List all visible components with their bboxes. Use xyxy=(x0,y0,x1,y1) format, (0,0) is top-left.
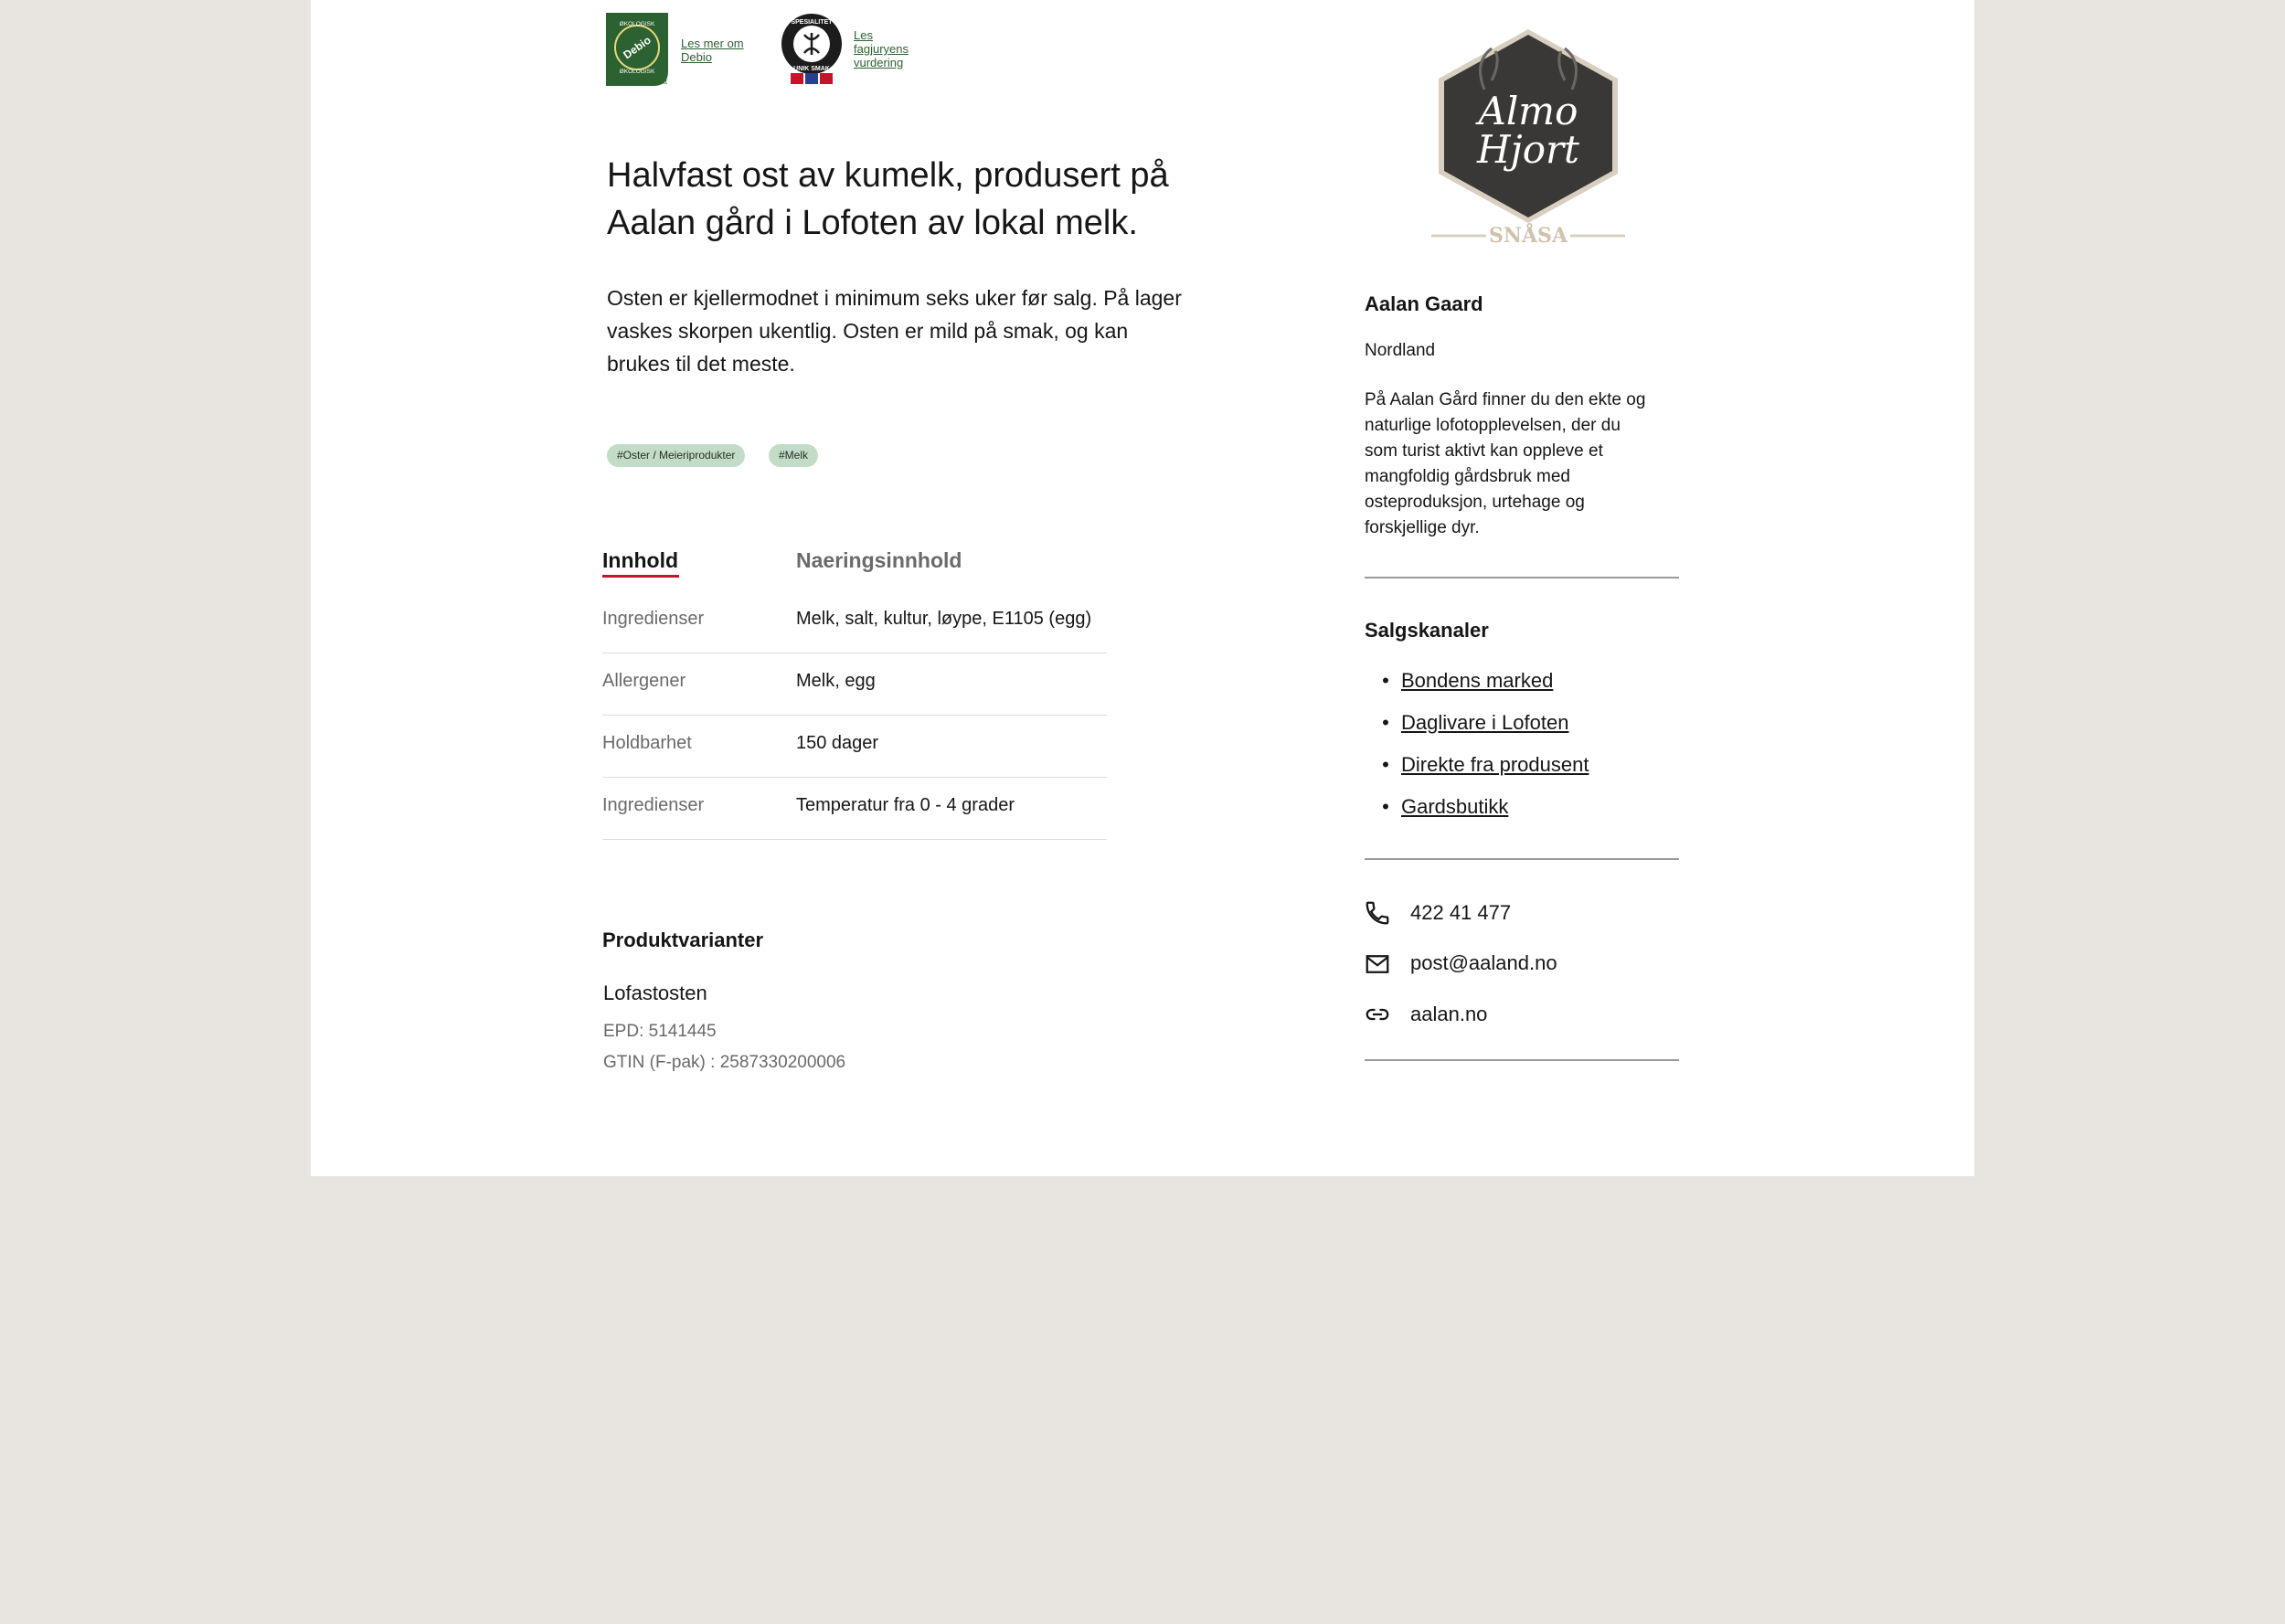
product-description xyxy=(607,281,1182,380)
list-item: • Direkte fra produsent xyxy=(1382,753,1589,776)
logo-place: SNÅSA xyxy=(1488,224,1568,248)
fagjury-link[interactable]: Les fagjuryens vurdering xyxy=(854,28,909,69)
active-tab-underline xyxy=(602,575,679,578)
row-key: Ingredienser xyxy=(602,609,705,629)
row-value: Temperatur fra 0 - 4 grader xyxy=(796,795,1015,815)
sales-channel-list xyxy=(1370,660,1589,828)
about-line: osteproduksjon, urtehage og xyxy=(1365,493,1585,512)
spesialitet-badge[interactable] xyxy=(780,13,844,86)
tag-melk[interactable]: #Melk xyxy=(769,444,818,467)
table-row xyxy=(602,777,1107,840)
table-row xyxy=(602,715,1107,778)
producer-logo xyxy=(1428,26,1629,252)
debio-name: Debio xyxy=(621,33,654,62)
variants-title: Produktvarianter xyxy=(602,929,764,951)
about-line: forskjellige dyr. xyxy=(1365,518,1480,537)
row-value: 150 dager xyxy=(796,733,879,753)
contact-phone[interactable]: 422 41 477 xyxy=(1410,901,1512,924)
phone-icon xyxy=(1364,899,1391,927)
channel-link-gardsbutikk[interactable]: Gardsbutikk xyxy=(1401,795,1509,818)
about-line: mangfoldig gårdsbruk med xyxy=(1365,467,1570,486)
description-line: Osten er kjellermodnet i minimum seks uker før salg. På lager xyxy=(607,286,1182,310)
debio-caption: ◂ Debio godkjent xyxy=(606,77,668,86)
row-value: Melk, salt, kultur, løype, E1105 (egg) xyxy=(796,609,1092,629)
channel-link-daglivare[interactable]: Daglivare i Lofoten xyxy=(1401,711,1569,734)
channel-link-direkte[interactable]: Direkte fra produsent xyxy=(1401,753,1589,776)
debio-info-link[interactable]: Les mer om Debio xyxy=(681,37,744,64)
almo-hjort-logo-icon xyxy=(1428,26,1629,252)
divider xyxy=(1365,858,1679,860)
content-table xyxy=(602,590,1107,839)
debio-ring-bottom: ØKOLOGISK xyxy=(619,69,655,75)
tab-naeringsinnhold[interactable]: Naeringsinnhold xyxy=(796,548,962,572)
contact-web[interactable]: aalan.no xyxy=(1410,1003,1488,1025)
contact-email[interactable]: post@aaland.no xyxy=(1410,951,1557,974)
spesialitet-ring-top: SPESIALITET xyxy=(791,19,833,26)
divider xyxy=(1365,1059,1679,1061)
producer-region: Nordland xyxy=(1365,341,1436,360)
variant-gtin: GTIN (F-pak) : 2587330200006 xyxy=(603,1053,846,1072)
description-line: vaskes skorpen ukentlig. Osten er mild på smak, og kan xyxy=(607,319,1129,343)
about-line: På Aalan Gård finner du den ekte og xyxy=(1365,390,1646,409)
variant-name: Lofastosten xyxy=(603,982,707,1004)
link-icon xyxy=(1364,1001,1391,1028)
spesialitet-ring-bottom: UNIK SMAK xyxy=(793,66,830,72)
logo-line1: Almo xyxy=(1478,89,1578,133)
list-item: • Gardsbutikk xyxy=(1382,795,1509,818)
about-line: naturlige lofotopplevelsen, der du xyxy=(1365,416,1621,435)
variant-meta xyxy=(603,1016,845,1078)
producer-about xyxy=(1365,387,1681,541)
sales-title: Salgskanaler xyxy=(1365,619,1489,642)
mail-icon xyxy=(1364,950,1391,978)
row-key: Holdbarhet xyxy=(602,733,692,753)
headline-line: Aalan gård i Lofoten av lokal melk. xyxy=(607,204,1138,242)
table-row xyxy=(602,653,1107,716)
producer-name: Aalan Gaard xyxy=(1365,292,1483,315)
divider xyxy=(1365,577,1679,578)
list-item: • Daglivare i Lofoten xyxy=(1382,711,1569,734)
tab-innhold[interactable]: Innhold xyxy=(602,548,679,572)
table-row xyxy=(602,590,1107,653)
variant-epd: EPD: 5141445 xyxy=(603,1022,717,1041)
debio-ring-top: ØKOLOGISK xyxy=(619,21,655,27)
list-item: • Bondens marked xyxy=(1382,669,1554,692)
row-key: Ingredienser xyxy=(602,795,705,815)
description-line: brukes til det meste. xyxy=(607,352,795,376)
headline-line: Halvfast ost av kumelk, produsert på xyxy=(607,156,1169,195)
tag-oster[interactable]: #Oster / Meieriprodukter xyxy=(607,444,745,467)
product-headline xyxy=(607,152,1169,247)
logo-line2: Hjort xyxy=(1477,127,1579,172)
spesialitet-seal-icon xyxy=(780,13,844,86)
row-value: Melk, egg xyxy=(796,671,876,691)
row-key: Allergener xyxy=(602,671,686,691)
product-card xyxy=(311,0,1974,1176)
about-line: som turist aktivt kan oppleve et xyxy=(1365,441,1603,461)
channel-link-bondens-marked[interactable]: Bondens marked xyxy=(1401,669,1554,692)
